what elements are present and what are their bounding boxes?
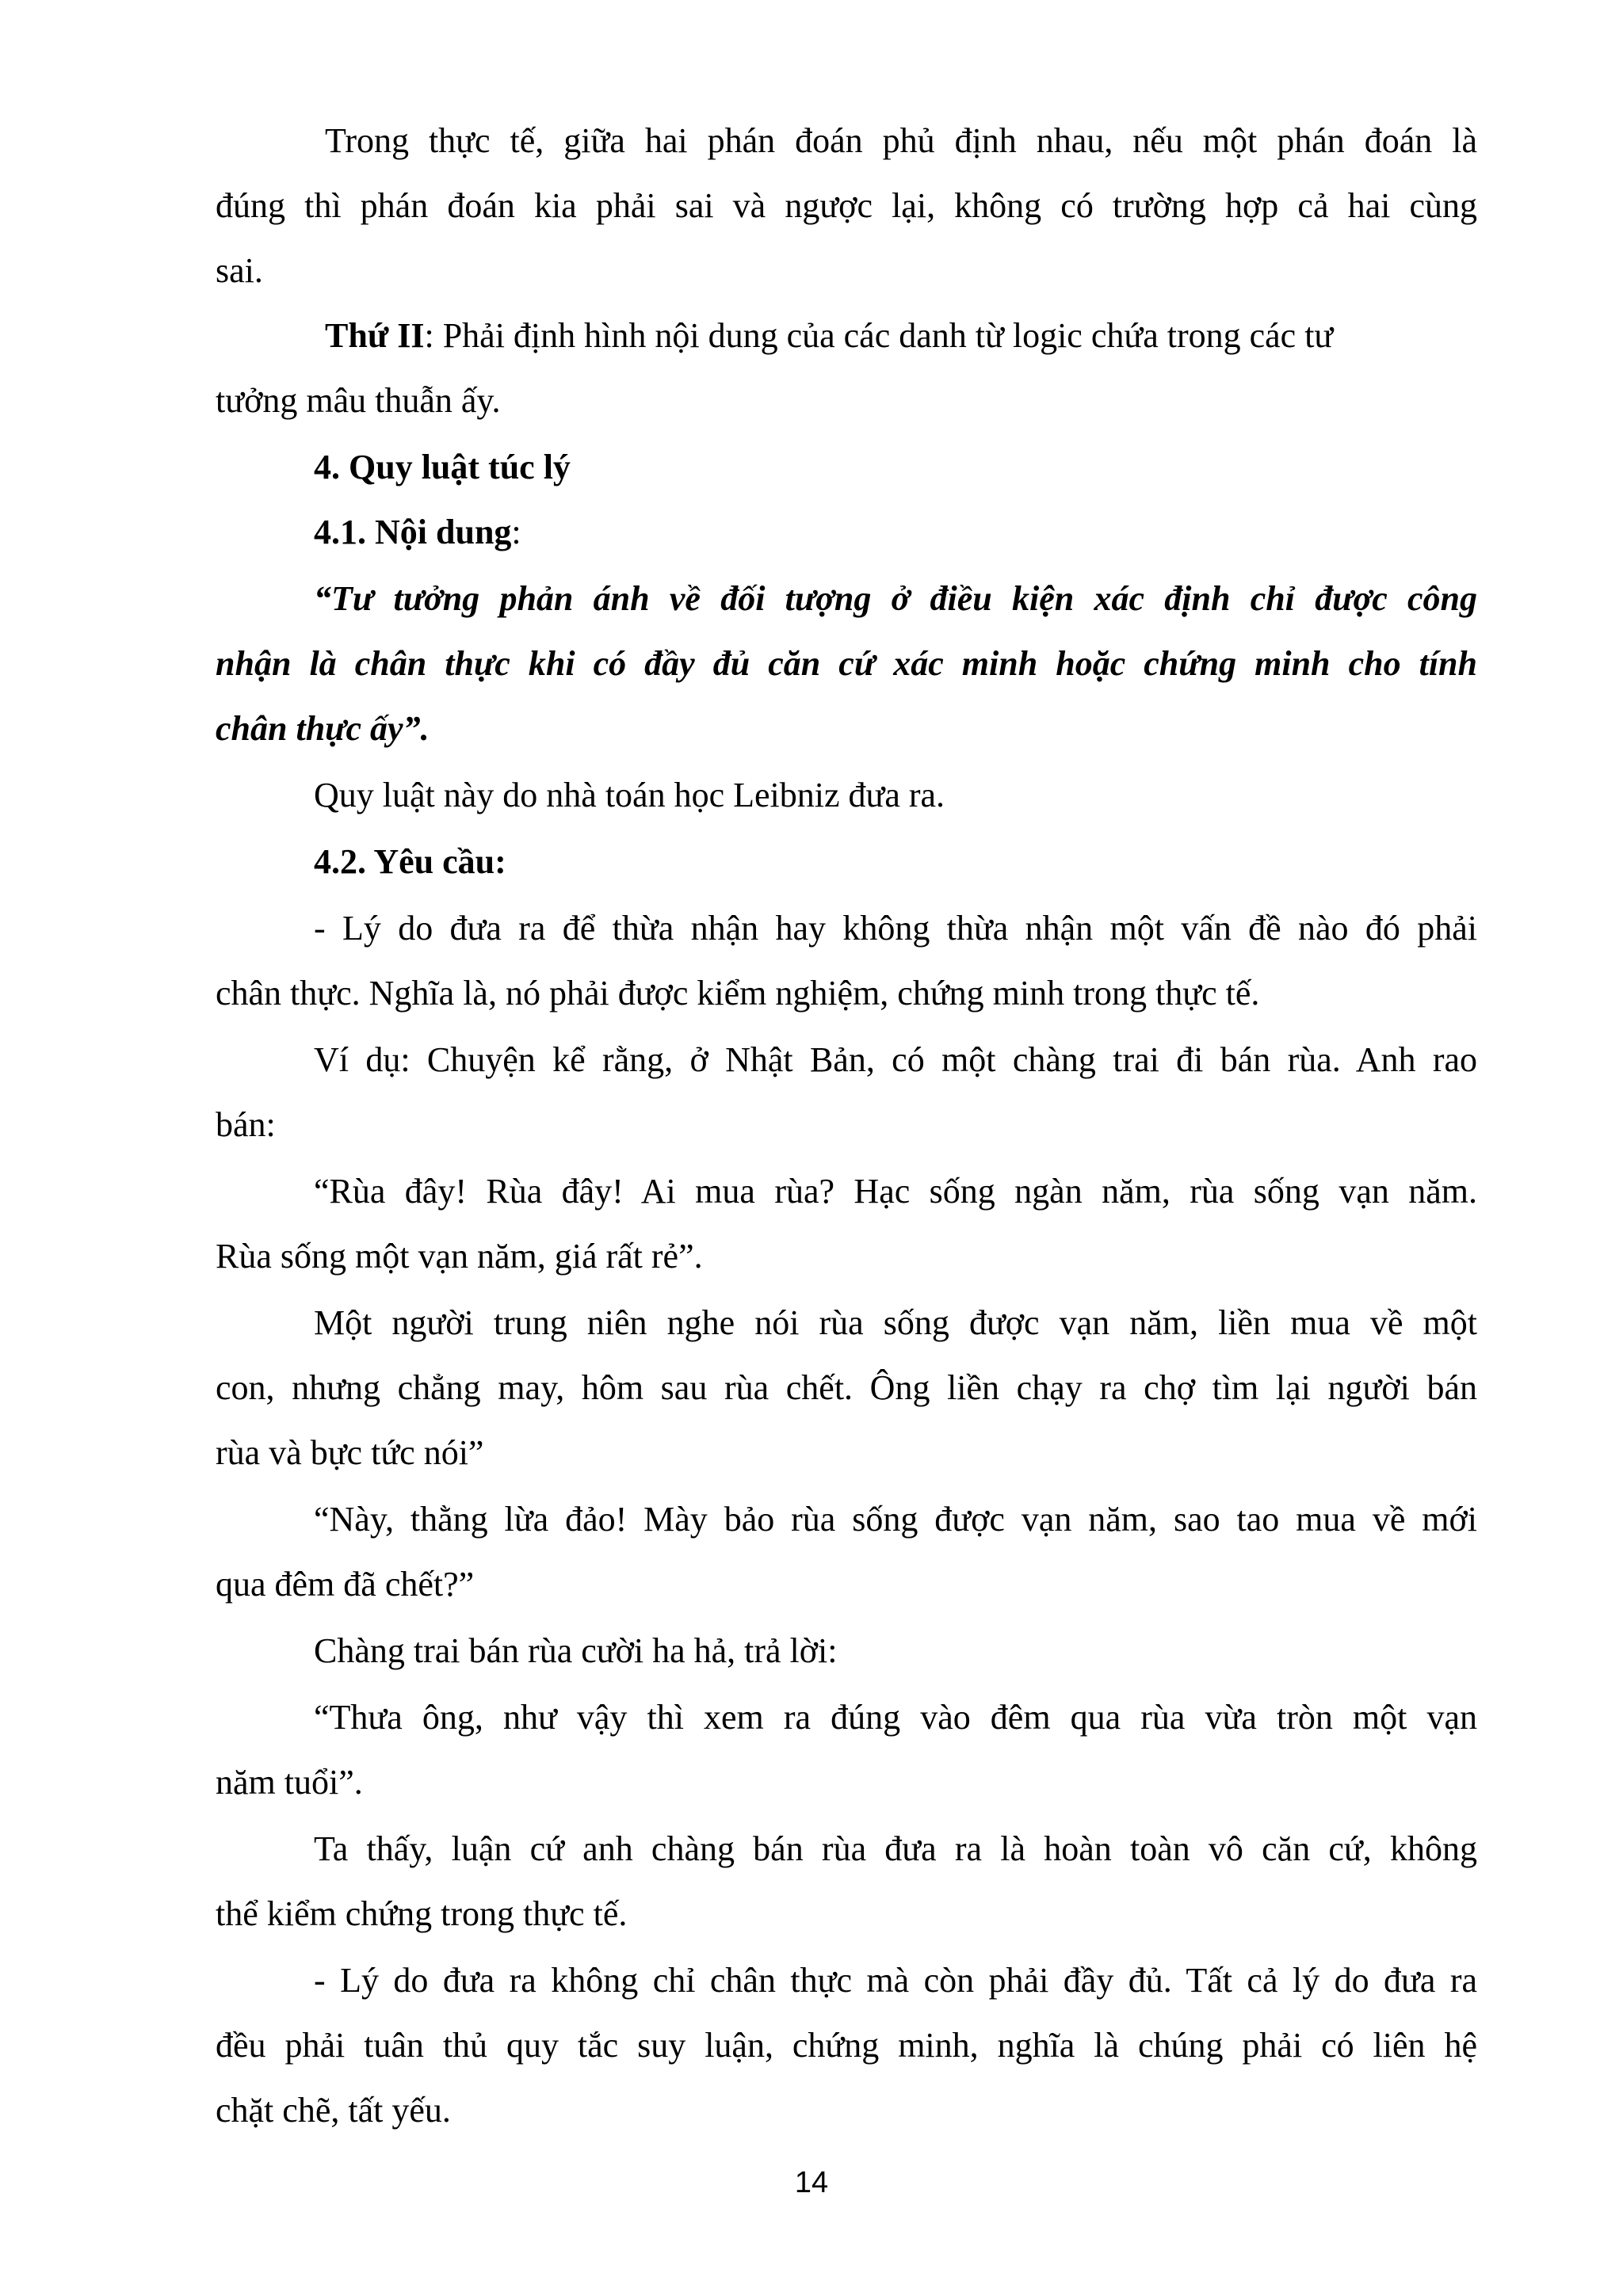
paragraph-1-line-3: sai. [216,251,263,290]
paragraph-leibniz: Quy luật này do nhà toán học Leibniz đưa ra. [314,776,945,814]
heading-4-1-label: 4.1. Nội dung [314,513,512,551]
vendor-cry-line-2: Rùa sống một vạn năm, giá rất rẻ”. [216,1237,703,1276]
example-line-1: Ví dụ: Chuyện kể rằng, ở Nhật Bản, có một chàng trai đi bán rùa. Anh rao [314,1040,1477,1079]
example-line-2: bán: [216,1105,276,1144]
heading-4: 4. Quy luật túc lý [314,448,571,486]
buyer-story-line-3: rùa và bực tức nói” [216,1433,484,1472]
requirement-2-line-1: - Lý do đưa ra không chỉ chân thực mà còn phải đầy đủ. Tất cả lý do đưa ra [314,1961,1477,2000]
requirement-2-line-3: chặt chẽ, tất yếu. [216,2091,451,2130]
page-number: 14 [794,2166,829,2199]
thu-ii-label: Thứ II [325,316,425,355]
paragraph-2-line-1 [325,312,1477,360]
buyer-quote-line-2: qua đêm đã chết?” [216,1565,475,1604]
vendor-reply-line-1: “Thưa ông, như vậy thì xem ra đúng vào đêm qua rùa vừa tròn một vạn [314,1698,1477,1737]
buyer-story-line-1: Một người trung niên nghe nói rùa sống được vạn năm, liền mua về một [314,1303,1477,1342]
conclusion-line-2: thể kiểm chứng trong thực tế. [216,1894,628,1933]
conclusion-line-1: Ta thấy, luận cứ anh chàng bán rùa đưa ra là hoàn toàn vô căn cứ, không [314,1829,1477,1868]
law-quote-line-2: nhận là chân thực khi có đầy đủ căn cứ xác minh hoặc chứng minh cho tính [216,644,1477,683]
vendor-cry-line-1: “Rùa đây! Rùa đây! Ai mua rùa? Hạc sống ngàn năm, rùa sống vạn năm. [314,1172,1477,1211]
heading-4-2: 4.2. Yêu cầu: [314,842,506,881]
buyer-story-line-2: con, nhưng chẳng may, hôm sau rùa chết. Ông liền chạy ra chợ tìm lại người bán [216,1368,1477,1407]
paragraph-1-line-2: đúng thì phán đoán kia phải sai và ngược lại, không có trường hợp cả hai cùng [216,186,1477,225]
heading-4-1-colon: : [511,513,521,551]
requirement-2-line-2: đều phải tuân thủ quy tắc suy luận, chứng minh, nghĩa là chúng phải có liên hệ [216,2026,1477,2065]
paragraph-1-line-1: Trong thực tế, giữa hai phán đoán phủ định nhau, nếu một phán đoán là [325,121,1477,160]
requirement-1-line-1: - Lý do đưa ra để thừa nhận hay không thừa nhận một vấn đề nào đó phải [314,909,1477,948]
paragraph-2-line-2: tưởng mâu thuẫn ấy. [216,381,501,420]
vendor-laugh: Chàng trai bán rùa cười ha hả, trả lời: [314,1631,838,1670]
vendor-reply-line-2: năm tuổi”. [216,1763,363,1802]
paragraph-2-rest: : Phải định hình nội dung của các danh từ logic chứa trong các tư [424,316,1334,355]
buyer-quote-line-1: “Này, thằng lừa đảo! Mày bảo rùa sống được vạn năm, sao tao mua về mới [314,1500,1477,1539]
requirement-1-line-2: chân thực. Nghĩa là, nó phải được kiểm nghiệm, chứng minh trong thực tế. [216,974,1260,1013]
law-quote-line-1: “Tư tưởng phản ánh về đối tượng ở điều kiện xác định chỉ được công [314,579,1477,618]
heading-4-1 [314,509,1477,556]
law-quote-line-3: chân thực ấy”. [216,709,430,748]
